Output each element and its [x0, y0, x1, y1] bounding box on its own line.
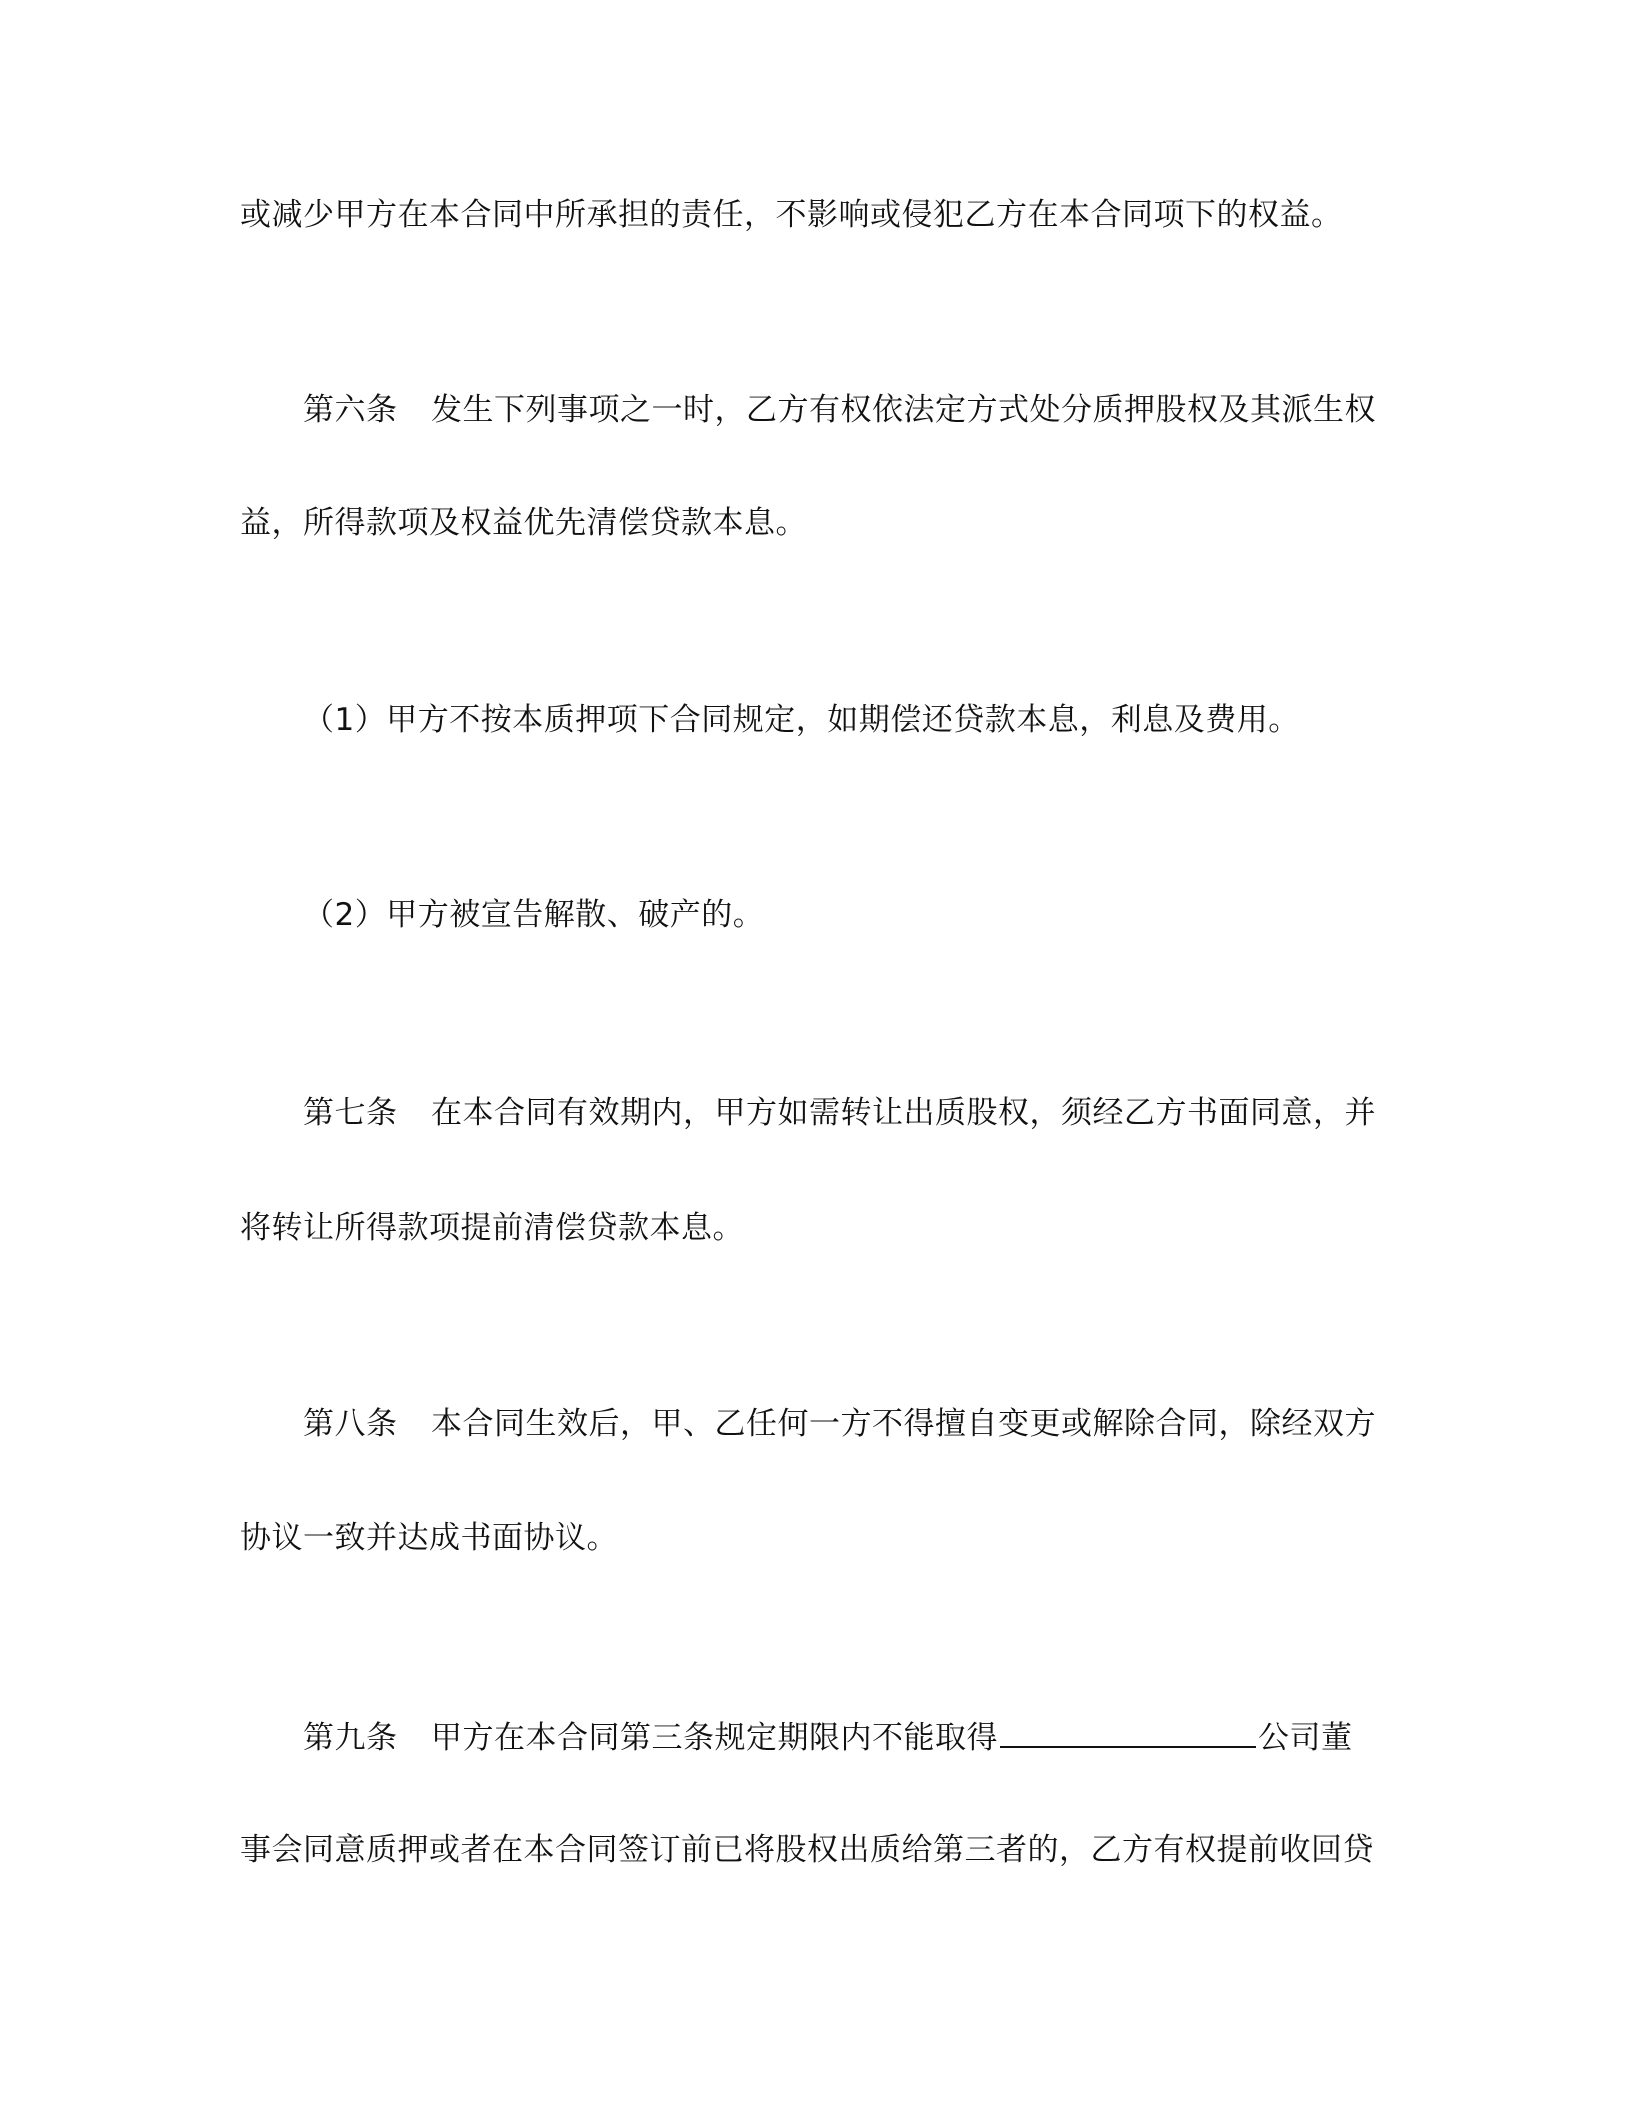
item-1: （1）甲方不按本质押项下合同规定，如期偿还贷款本息，利息及费用。	[303, 702, 1300, 738]
article-7-line-1	[303, 1093, 1376, 1133]
article-9-text-b: 公司董	[1258, 1720, 1353, 1756]
article-9-line-2: 事会同意质押或者在本合同签订前已将股权出质给第三者的，乙方有权提前收回贷	[240, 1832, 1374, 1868]
article-6-heading: 第六条	[303, 392, 398, 428]
article-6-line-2: 益，所得款项及权益优先清偿贷款本息。	[240, 505, 807, 541]
article-8-heading: 第八条	[303, 1406, 398, 1442]
article-8-line-1	[303, 1404, 1376, 1444]
article-7-line-2: 将转让所得款项提前清偿贷款本息。	[240, 1210, 744, 1246]
company-name-blank[interactable]	[1000, 1714, 1256, 1748]
text-line: 或减少甲方在本合同中所承担的责任，不影响或侵犯乙方在本合同项下的权益。	[240, 197, 1343, 233]
article-9-text-a: 甲方在本合同第三条规定期限内不能取得	[431, 1720, 998, 1756]
article-7-heading: 第七条	[303, 1095, 398, 1131]
article-9-heading: 第九条	[303, 1720, 398, 1756]
article-9-line-1	[303, 1714, 1353, 1758]
article-7-text: 在本合同有效期内，甲方如需转让出质股权，须经乙方书面同意，并	[431, 1095, 1376, 1131]
article-6-text: 发生下列事项之一时，乙方有权依法定方式处分质押股权及其派生权	[431, 392, 1376, 428]
item-2: （2）甲方被宣告解散、破产的。	[303, 897, 765, 933]
article-8-text: 本合同生效后，甲、乙任何一方不得擅自变更或解除合同，除经双方	[431, 1406, 1376, 1442]
article-6-line-1	[303, 390, 1376, 430]
article-8-line-2: 协议一致并达成书面协议。	[240, 1520, 618, 1556]
